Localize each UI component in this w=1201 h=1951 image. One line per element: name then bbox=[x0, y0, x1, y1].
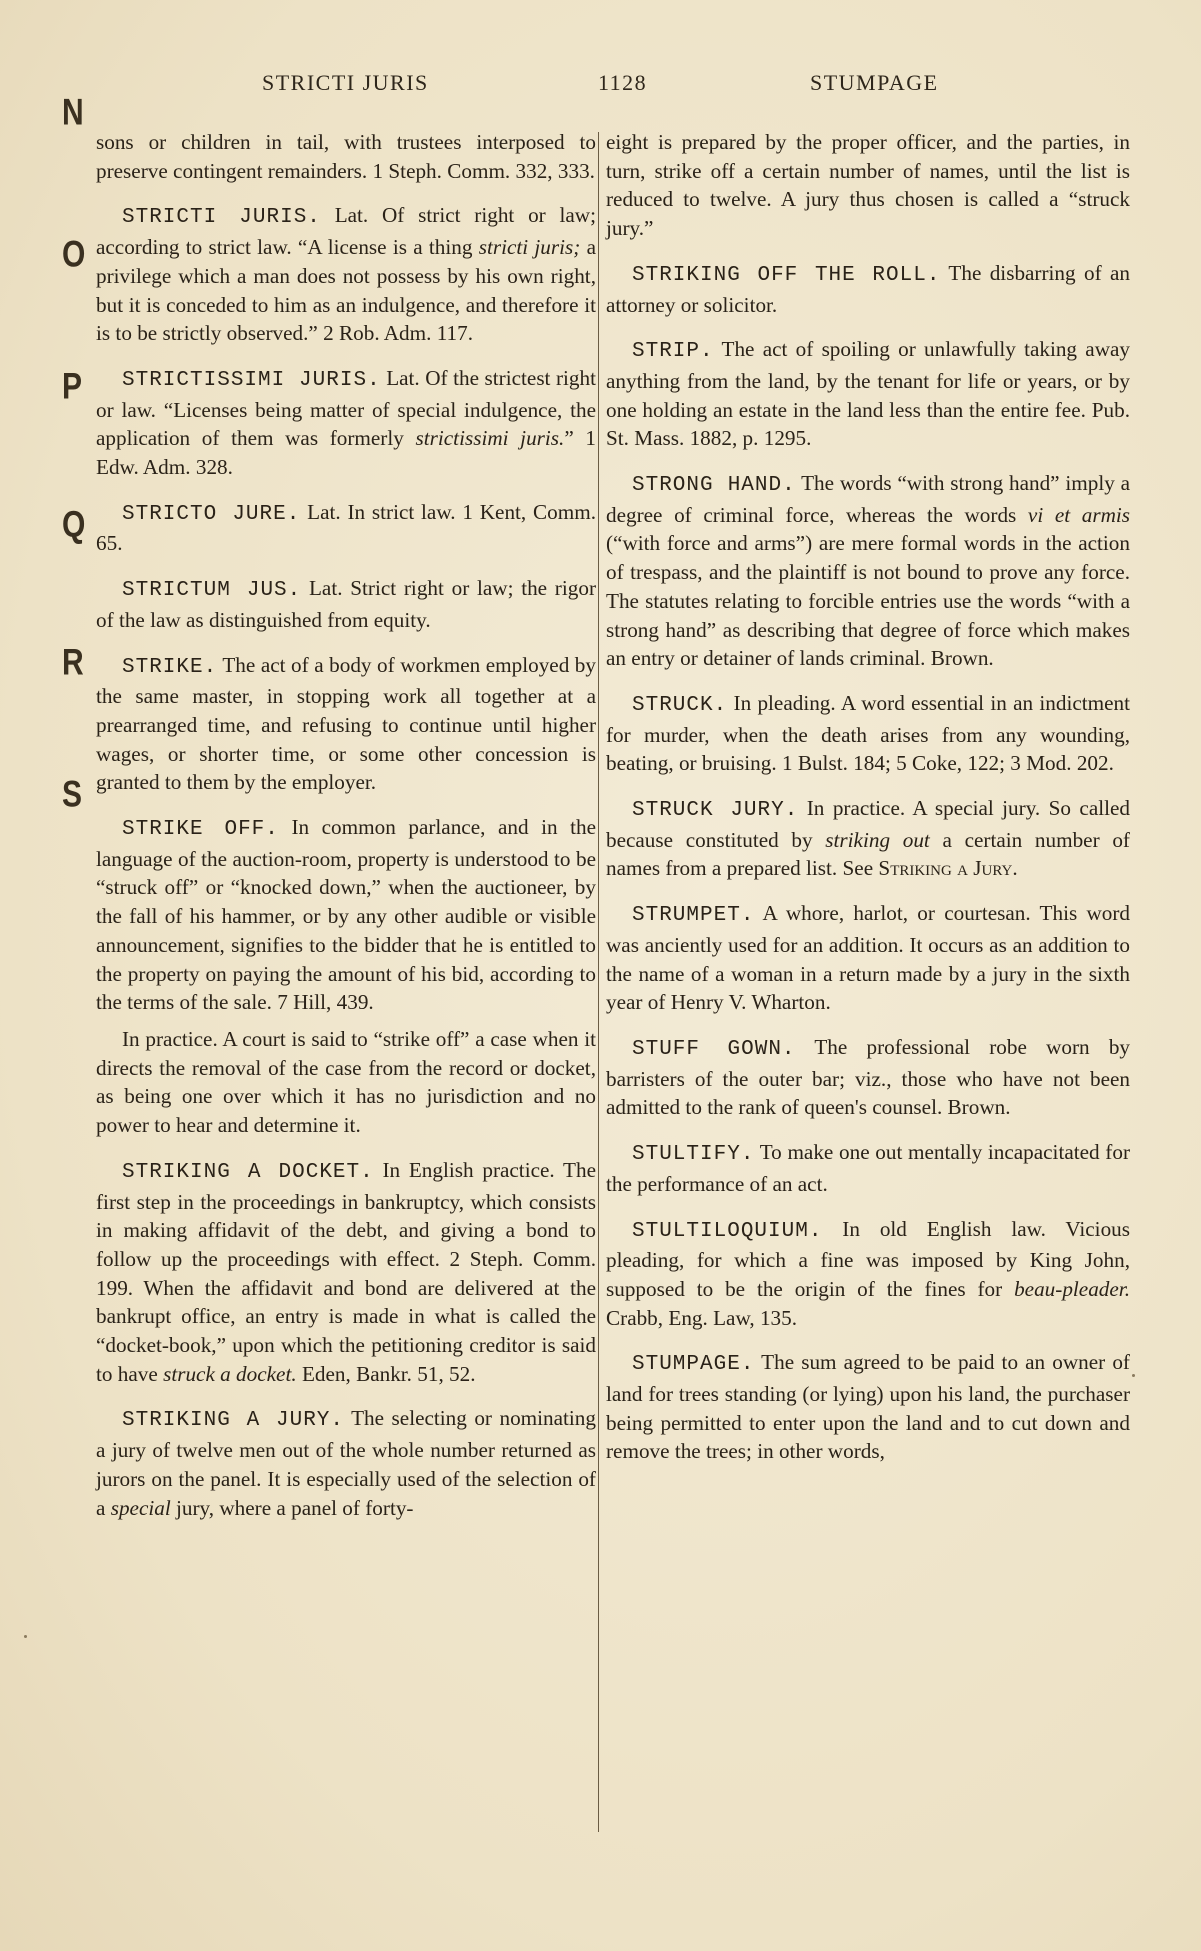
left-column bbox=[96, 128, 596, 1538]
entry-text: Lat. Strict right or law; the rigor of the law as distinguished from equity. bbox=[96, 576, 596, 632]
entry-text: (“with force and arms”) are mere formal words in the action of trespass, and the plaintiff is not bound to prove any force. The statutes relating to forcible entries use the words “with a strong hand” as describing that degree of force which makes an entry or detainer of lands criminal. Brown. bbox=[606, 531, 1130, 671]
entry-text: eight is prepared by the proper officer, and the parties, in turn, strike off a certain number of names, until the list is reduced to twelve. A jury thus chosen is called a “struck jury.” bbox=[606, 130, 1130, 241]
entry-text: In English practice. The first step in the proceedings in bankruptcy, which consists in making affidavit of the debt, and giving a bond to follow up the proceedings with effect. 2 Steph. Comm. 199. When the affidavit and bond are delivered at the bankrupt office, an entry is made in what is called the “docket-book,” upon which the petitioning creditor is said to have bbox=[96, 1157, 596, 1386]
entry-text: The selecting or nominating a jury of twelve men out of the whole number returned as jurors on the panel. It is especially used of the selection of a bbox=[96, 1406, 596, 1520]
headword: STUMPAGE. bbox=[632, 1353, 755, 1377]
entry-text: sons or children in tail, with trustees interposed to preserve contingent remainders. 1 Steph. Comm. 332, 333. bbox=[96, 130, 596, 183]
entry-text: To make one out mentally incapacitated for the performance of an act. bbox=[606, 1140, 1130, 1196]
headword: STRICTO JURE. bbox=[122, 502, 301, 526]
entry-strip bbox=[606, 335, 1130, 453]
entry-striking-a-jury bbox=[96, 1404, 596, 1522]
entry-text: a privilege which a man does not possess by his own right, but it is conceded to him as an indulgence, and therefore it is to be strictly observed.” 2 Rob. Adm. 117. bbox=[96, 235, 596, 346]
entry-stultiloquium bbox=[606, 1215, 1130, 1333]
entry-text: The sum agreed to be paid to an owner of land for trees standing (or lying) upon his land, the purchaser being permitted to enter upon the land and to cut down and remove the trees; in other words, bbox=[606, 1350, 1130, 1464]
entry-strong-hand bbox=[606, 469, 1130, 673]
entry-text: jury, where a panel of forty- bbox=[170, 1495, 414, 1520]
entry-striking-a-docket bbox=[96, 1156, 596, 1389]
running-head-left: STRICTI JURIS bbox=[262, 70, 429, 95]
thumb-index-letter: O bbox=[62, 233, 86, 275]
entry-stricto-jure bbox=[96, 498, 596, 558]
paper-speck bbox=[24, 1635, 27, 1638]
entry-text: In practice. A court is said to “strike off” a case when it directs the removal of the case from the record or docket, as being one over which it has no jurisdiction and no power to hear and determine it. bbox=[96, 1026, 596, 1138]
paper-speck bbox=[1132, 1374, 1135, 1377]
entry-italic: strictissimi juris. bbox=[415, 426, 565, 451]
headword: STRUCK JURY. bbox=[632, 799, 799, 823]
entry-text: The disbarring of an attorney or solicitor. bbox=[606, 260, 1130, 317]
headword: STRIKE OFF. bbox=[122, 818, 279, 842]
entry-text: In pleading. A word essential in an indictment for murder, when the death arises from any wounding, beating, or bruising. 1 Bulst. 184; 5 Coke, 122; 3 Mod. 202. bbox=[606, 690, 1130, 776]
entry-text: ” 1 Edw. Adm. 328. bbox=[96, 426, 596, 480]
entry-italic: stricti juris; bbox=[478, 235, 581, 260]
headword: STRUMPET. bbox=[632, 904, 755, 928]
entry-text: In old English law. Vicious pleading, for which a fine was imposed by King John, supposed to be the origin of the fines for bbox=[606, 1216, 1130, 1301]
entry-text: The act of spoiling or unlawfully taking away anything from the land, by the tenant for life or years, or by one holding an estate in the land less than the entire fee. Pub. St. Mass. 1882, p. 1295. bbox=[606, 337, 1130, 451]
entry-striking-off-the-roll bbox=[606, 259, 1130, 319]
headword: STRIKING OFF THE ROLL. bbox=[632, 263, 941, 287]
entry-struck bbox=[606, 689, 1130, 778]
entry-text: The act of a body of workmen employed by the same master, in stopping work all together at a prearranged time, and refusing to continue until higher wages, or shorter time, or some other concession is granted to them by the employer. bbox=[96, 652, 596, 795]
entry-italic: striking out bbox=[825, 827, 930, 852]
headword: STULTILOQUIUM. bbox=[632, 1219, 823, 1243]
entry-italic: vi et armis bbox=[1027, 502, 1131, 527]
entry-italic: special bbox=[110, 1495, 171, 1520]
entry-strike-off bbox=[96, 813, 596, 1140]
entry-text: In common parlance, and in the language of the auction-room, property is understood to be “struck off” or “knocked down,” when the auctioneer, by the fall of his hammer, or by any other audible or visible announcement, signifies to the bidder that he is entitled to the property on paying the amount of his bid, according to the terms of the sale. 7 Hill, 439. bbox=[96, 815, 597, 1015]
headword: STRIKING A DOCKET. bbox=[122, 1160, 374, 1184]
headword: STRICTUM JUS. bbox=[122, 579, 302, 603]
thumb-index-letter: P bbox=[62, 365, 83, 407]
entry-text: Eden, Bankr. 51, 52. bbox=[296, 1361, 476, 1386]
running-head-right: STUMPAGE bbox=[810, 70, 939, 95]
entry-continuation bbox=[96, 128, 596, 185]
entry-struck-jury bbox=[606, 794, 1130, 883]
headword: STUFF GOWN. bbox=[632, 1037, 796, 1061]
entry-text: Lat. Of the strictest right or law. “Licenses being matter of special indulgence, the application of them was formerly bbox=[96, 365, 596, 451]
headword: STULTIFY. bbox=[632, 1143, 755, 1167]
headword: STRIKE. bbox=[122, 655, 218, 679]
cross-reference: Striking a Jury. bbox=[878, 856, 1018, 881]
entry-text: In practice. A special jury. So called because constituted by bbox=[606, 796, 1130, 852]
entry-strictissimi-juris bbox=[96, 364, 596, 482]
entry-stricti-juris bbox=[96, 201, 596, 348]
thumb-index-letter: R bbox=[62, 641, 84, 683]
entry-strictum-jus bbox=[96, 574, 596, 634]
thumb-index-letter: S bbox=[62, 773, 83, 815]
entry-stumpage bbox=[606, 1348, 1130, 1466]
entry-continuation bbox=[606, 128, 1130, 243]
thumb-index-letter: Q bbox=[62, 503, 86, 545]
headword: STRICTI JURIS. bbox=[122, 206, 321, 230]
headword: STRONG HAND. bbox=[632, 474, 796, 498]
entry-strumpet bbox=[606, 899, 1130, 1017]
right-column bbox=[606, 128, 1130, 1482]
entry-stuff-gown bbox=[606, 1033, 1130, 1122]
entry-stultify bbox=[606, 1138, 1130, 1198]
headword: STRIP. bbox=[632, 340, 714, 364]
entry-text: The professional robe worn by barristers of the outer bar; viz., those who have not been admitted to the rank of queen's counsel. Brown. bbox=[606, 1034, 1131, 1120]
entry-text: The words “with strong hand” imply a degree of criminal force, whereas the words bbox=[606, 471, 1130, 527]
entry-text: Lat. Of strict right or law; according to strict law. “A license is a thing bbox=[96, 203, 596, 260]
entry-italic: beau-pleader. bbox=[1014, 1276, 1130, 1301]
entry-text: Lat. In strict law. 1 Kent, Comm. 65. bbox=[96, 499, 596, 556]
headword: STRUCK. bbox=[632, 693, 728, 717]
entry-text: a certain number of names from a prepared list. See bbox=[606, 827, 1130, 881]
headword: STRICTISSIMI JURIS. bbox=[122, 368, 381, 392]
entry-text: A whore, harlot, or courtesan. This word was anciently used for an addition. It occurs as an addition to the name of a woman in a return made by a jury in the sixth year of Henry V. Wharton. bbox=[606, 901, 1130, 1015]
entry-italic: struck a docket. bbox=[163, 1361, 297, 1386]
page-number: 1128 bbox=[598, 70, 648, 95]
headword: STRIKING A JURY. bbox=[122, 1409, 345, 1433]
entry-strike bbox=[96, 651, 596, 798]
thumb-index-letter: N bbox=[62, 91, 84, 133]
column-divider bbox=[598, 132, 599, 1832]
entry-text: Crabb, Eng. Law, 135. bbox=[606, 1305, 798, 1330]
